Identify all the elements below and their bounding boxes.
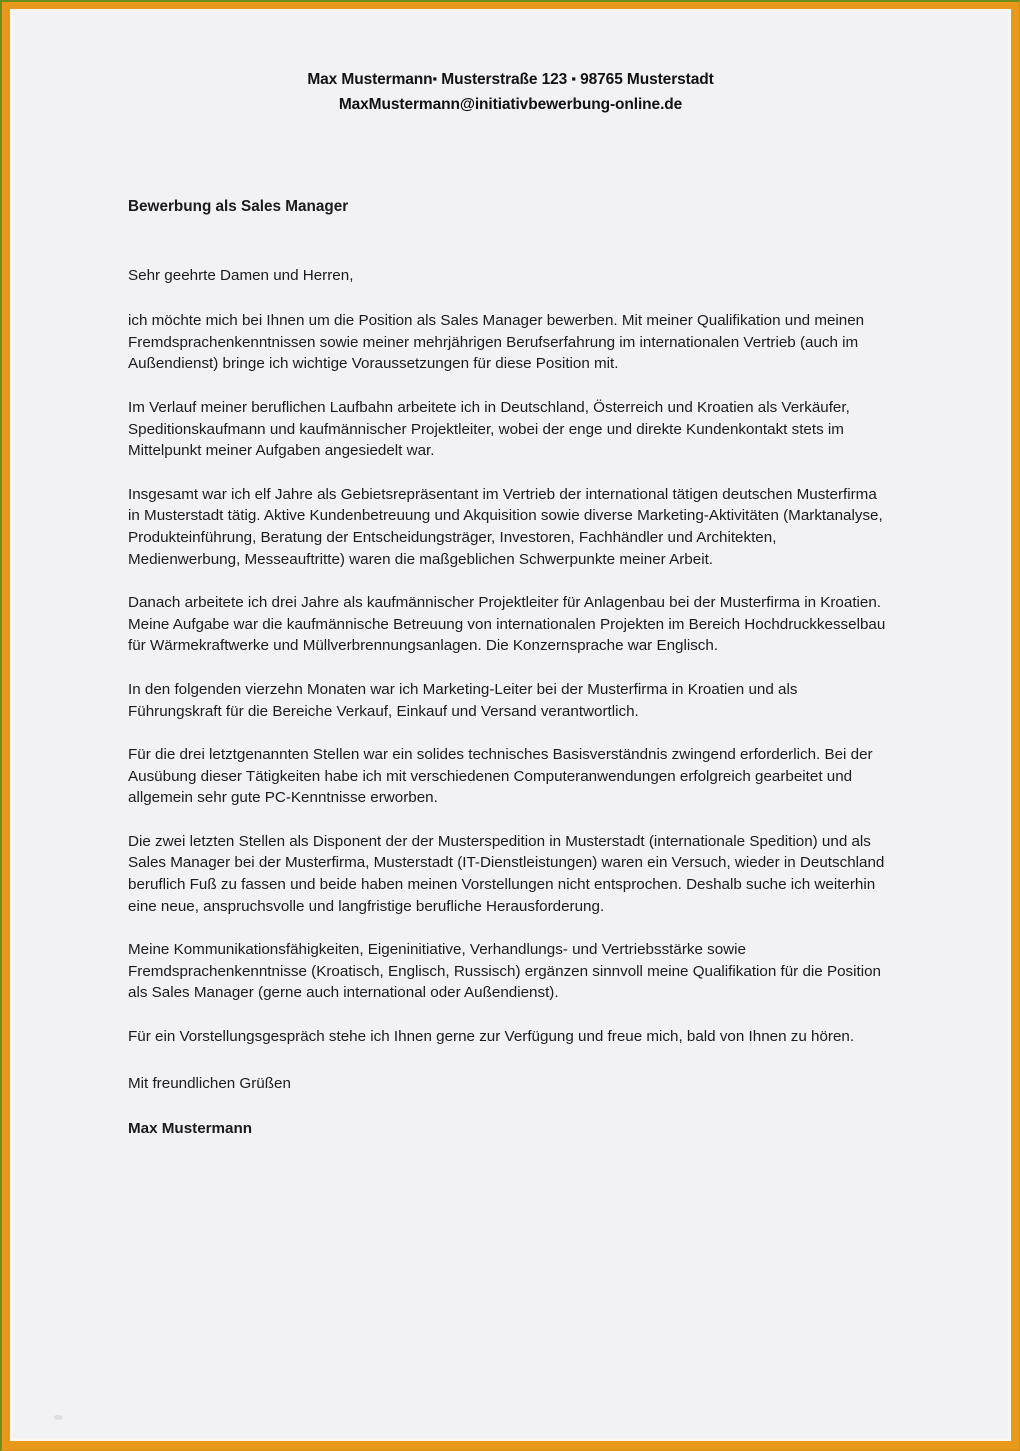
letterhead — [13, 12, 1008, 117]
letter-paragraph: Danach arbeitete ich drei Jahre als kaufmännischer Projektleiter für Anlagenbau bei der Musterfirma in Kroatien. Meine Aufgabe war die kaufmännische Betreuung von internationalen Projekten im Bereich Hochdruckkesselbau für Wärmekraftwerke und Müllverbrennungsanlagen. Die Konzernsprache war Englisch. — [128, 594, 886, 655]
letter-paragraph: ich möchte mich bei Ihnen um die Position als Sales Manager bewerben. Mit meiner Qualifikation und meinen Fremdsprachenkenntnissen sowie meiner mehrjährigen Berufserfahrung im internationalen Vertrieb (auch im Außendienst) bringe ich wichtige Voraussetzungen für diese Position mit. — [128, 312, 865, 373]
letter-body — [13, 196, 1008, 1140]
letter-closing: Mit freundlichen Grüßen — [128, 1074, 291, 1092]
letter-paragraph: Meine Kommunikationsfähigkeiten, Eigeninitiative, Verhandlungs- und Vertriebsstärke sowie Fremdsprachenkenntnisse (Kroatisch, Englisch, Russisch) ergänzen sinnvoll meine Qualifikation für die Position als Sales Manager (gerne auch international oder Außendienst). — [128, 941, 881, 1002]
letterhead-name: Max Mustermann — [307, 71, 433, 88]
letterhead-bullet-1: ▪ — [432, 71, 438, 86]
letter-paragraph: Im Verlauf meiner beruflichen Laufbahn arbeitete ich in Deutschland, Österreich und Kroatien als Verkäufer, Speditionskaufmann und kaufmännischer Projektleiter, wobei der enge und direkte Kundenkontakt stets im Mittelpunkt meiner Aufgaben angesiedelt war. — [128, 398, 850, 460]
letter-paragraph: Insgesamt war ich elf Jahre als Gebietsrepräsentant im Vertrieb der international tätigen deutschen Musterfirma in Musterstadt tätig. Aktive Kundenbetreuung und Akquisition sowie diverse Marketing-Aktivitäten (Marktanalyse, Produkteinführung, Beratung der Entscheidungsträger, Investoren, Fachhändler und Architekten, Medienwerbung, Messeauftritte) waren die maßgeblichen Schwerpunkte meiner Arbeit. — [128, 485, 883, 568]
letter-paragraph: Die zwei letzten Stellen als Disponent der der Musterspedition in Musterstadt (internationale Spedition) und als Sales Manager bei der Musterfirma, Musterstadt (IT-Dienstleistungen) waren ein Versuch, wieder in Deutschland beruflich Fuß zu fassen und beide haben meinen Vorstellungen nicht entsprochen. Deshalb suche ich weiterhin eine neue, anspruchsvolle und langfristige berufliche Herausforderung. — [128, 832, 885, 915]
document-frame-inset — [10, 9, 1011, 1441]
letterhead-email: MaxMustermann@initiativbewerbung-online.de — [338, 96, 683, 113]
letter-paragraph: Für ein Vorstellungsgespräch stehe ich Ihnen gerne zur Verfügung und freue mich, bald von Ihnen zu hören. — [128, 1028, 855, 1046]
letterhead-bullet-2: ▪ — [571, 71, 576, 86]
letter-paragraph: Für die drei letztgenannten Stellen war ein solides technisches Basisverständnis zwingend erforderlich. Bei der Ausübung dieser Tätigkeiten habe ich mit verschiedenen Computeranwendungen erfolgreich gearbeitet und allgemein sehr gute PC-Kenntnisse erworben. — [128, 746, 873, 807]
letter-subject: Bewerbung als Sales Manager — [128, 198, 349, 215]
scan-artifact-speck — [54, 1415, 63, 1420]
letter-salutation: Sehr geehrte Damen und Herren, — [128, 266, 354, 284]
letter-signature: Max Mustermann — [128, 1120, 253, 1138]
letter-paragraph: In den folgenden vierzehn Monaten war ich Marketing-Leiter bei der Musterfirma in Kroatien und als Führungskraft für die Bereiche Verkauf, Einkauf und Versand verantwortlich. — [128, 680, 798, 720]
letterhead-address-line — [13, 66, 1008, 92]
letter-page — [13, 12, 1008, 1438]
letterhead-street: Musterstraße 123 — [437, 71, 572, 88]
letterhead-city: 98765 Musterstadt — [575, 71, 714, 88]
